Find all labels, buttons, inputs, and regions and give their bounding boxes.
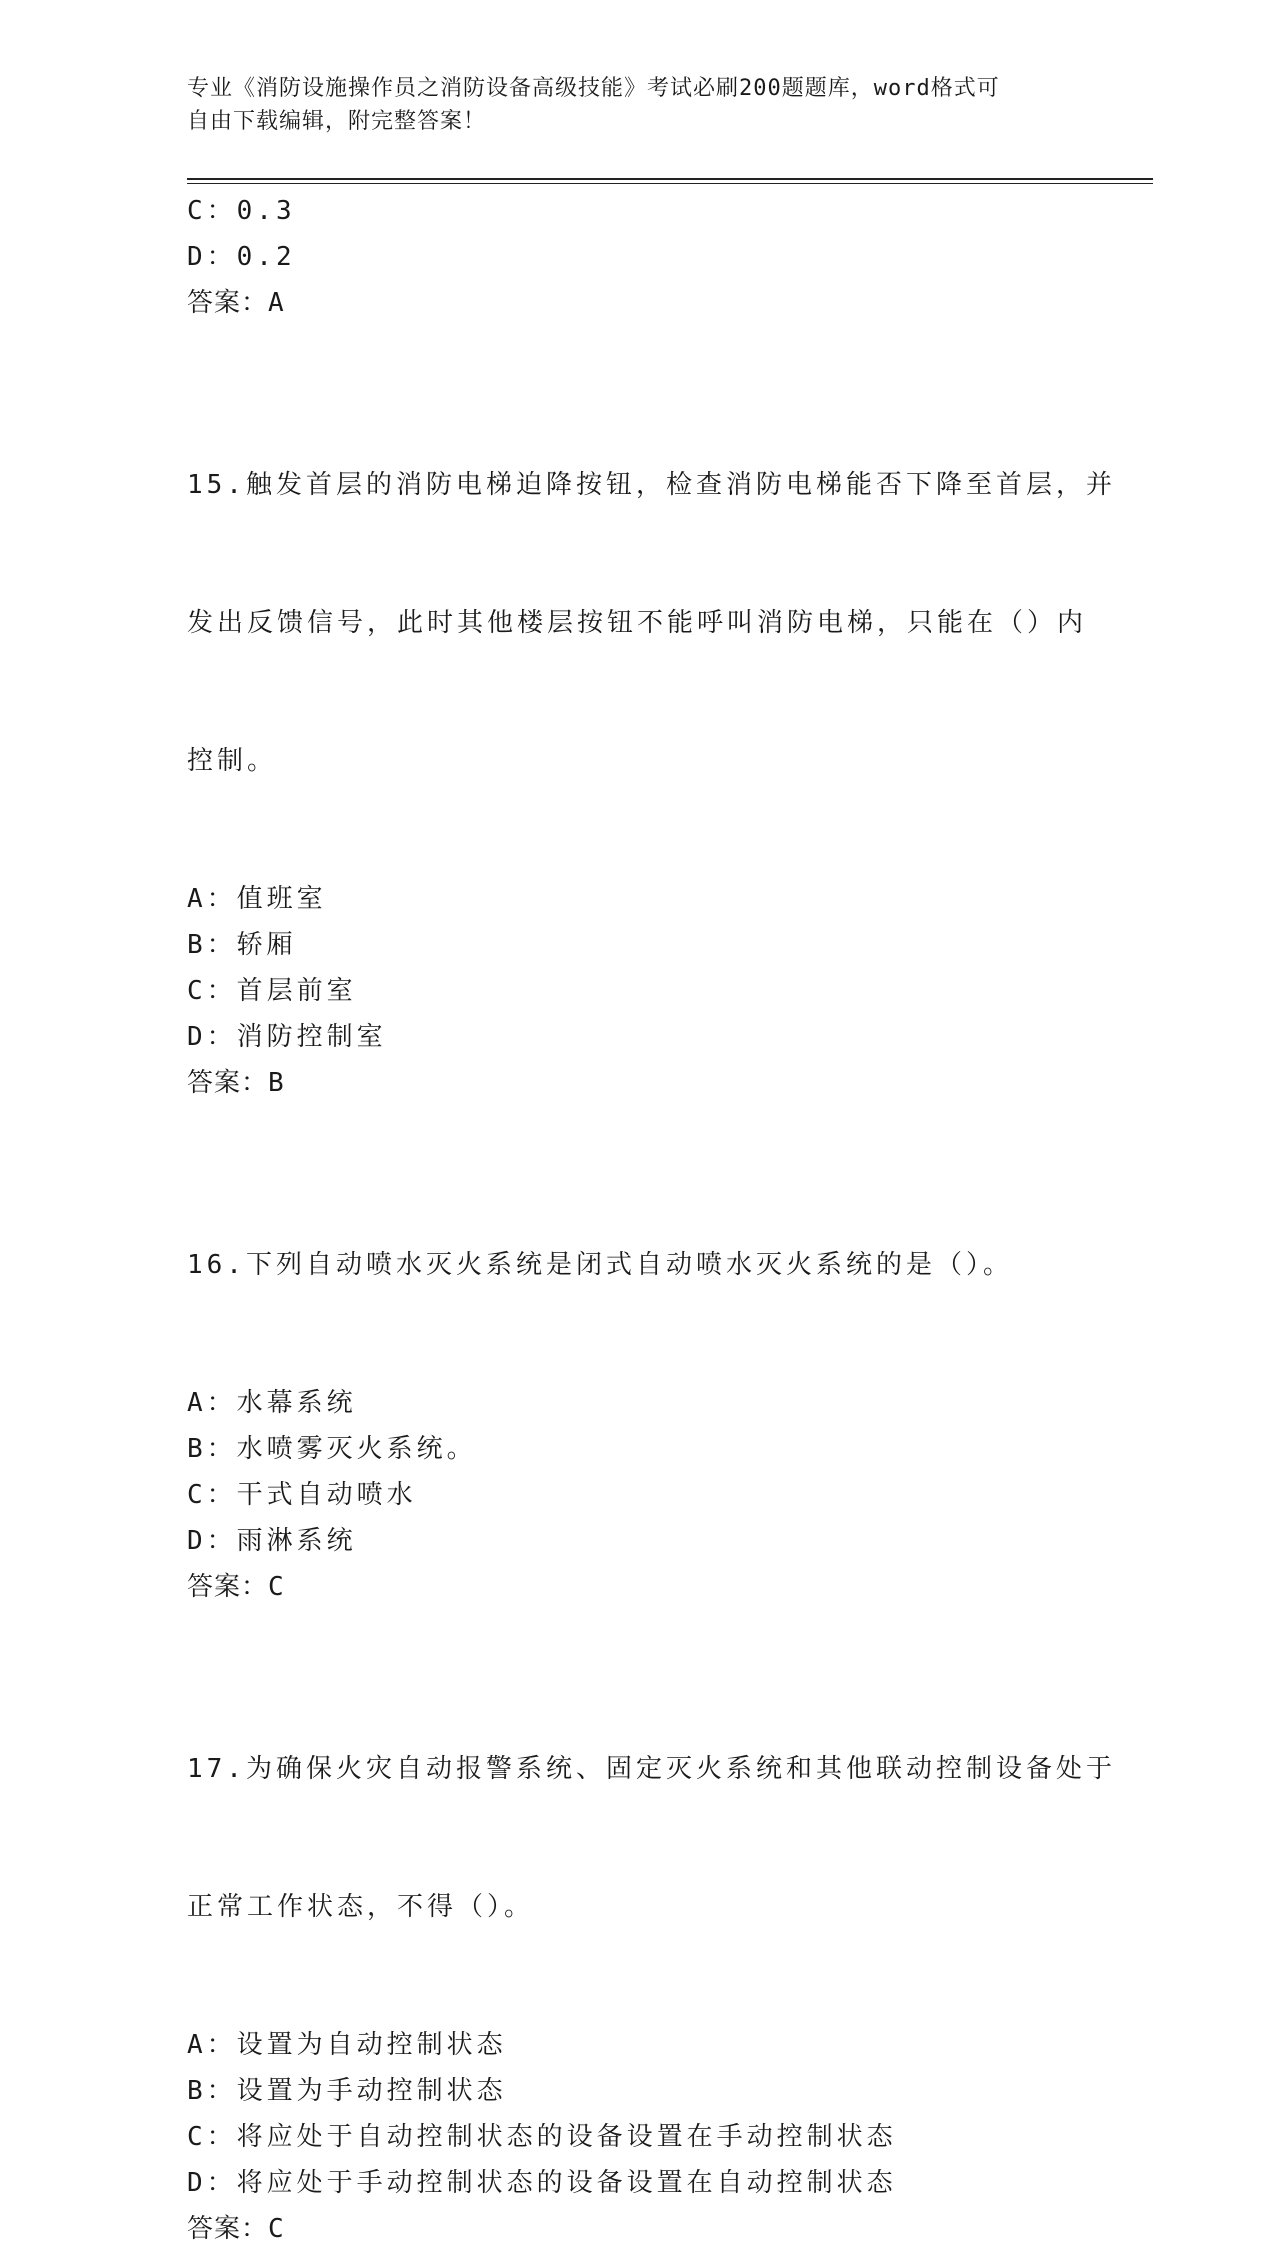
stem-line: 控制。 — [187, 746, 278, 776]
stem-line: 17.为确保火灾自动报警系统、固定灭火系统和其他联动控制设备处于 — [187, 1754, 1116, 1784]
document-body — [187, 188, 1116, 2252]
answer-line: 答案：B — [187, 1068, 285, 1098]
option-d: D：消防控制室 — [187, 1022, 387, 1052]
option-c: C：首层前室 — [187, 976, 357, 1006]
option-a: A：水幕系统 — [187, 1388, 357, 1418]
header-line-2: 自由下载编辑，附完整答案！ — [187, 109, 487, 134]
option-a: A：设置为自动控制状态 — [187, 2030, 507, 2060]
stem-line: 16.下列自动喷水灭火系统是闭式自动喷水灭火系统的是（）。 — [187, 1250, 1013, 1280]
page-header — [187, 72, 1067, 138]
option-d: D：雨淋系统 — [187, 1526, 357, 1556]
stem-line: 15.触发首层的消防电梯迫降按钮，检查消防电梯能否下降至首层，并 — [187, 470, 1116, 500]
option-c: C：将应处于自动控制状态的设备设置在手动控制状态 — [187, 2122, 897, 2152]
answer-line: 答案：C — [187, 1572, 285, 1602]
answer-line: 答案：C — [187, 2214, 285, 2244]
option-d: D：0.2 — [187, 242, 296, 272]
option-d: D：将应处于手动控制状态的设备设置在自动控制状态 — [187, 2168, 897, 2198]
header-divider — [187, 178, 1153, 184]
option-c: C：干式自动喷水 — [187, 1480, 417, 1510]
option-c: C：0.3 — [187, 196, 296, 226]
question-15 — [187, 370, 1116, 1106]
option-a: A：值班室 — [187, 884, 327, 914]
stem-line: 发出反馈信号，此时其他楼层按钮不能呼叫消防电梯，只能在（）内 — [187, 608, 1088, 638]
question-16 — [187, 1150, 1087, 1610]
option-b: B：水喷雾灭火系统。 — [187, 1434, 477, 1464]
question-stem — [187, 1654, 1116, 2022]
stem-line: 正常工作状态，不得（）。 — [187, 1892, 535, 1922]
option-b: B：设置为手动控制状态 — [187, 2076, 507, 2106]
answer-line: 答案：A — [187, 288, 285, 318]
question-stem — [187, 370, 1116, 876]
question-stem — [187, 1150, 1087, 1380]
question-17 — [187, 1654, 1116, 2252]
header-line-1: 专业《消防设施操作员之消防设备高级技能》考试必刷200题题库，word格式可 — [187, 76, 1000, 101]
carryover-question — [187, 188, 1087, 326]
option-b: B：轿厢 — [187, 930, 297, 960]
